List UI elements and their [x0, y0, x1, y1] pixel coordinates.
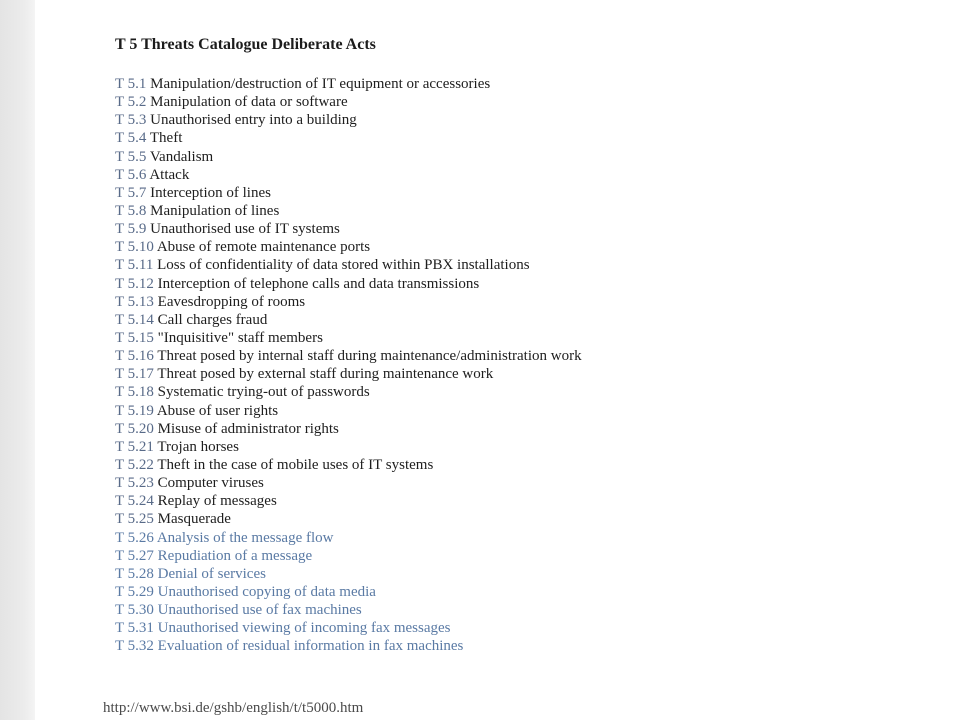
threat-item	[115, 311, 582, 329]
threat-code: T 5.30	[115, 602, 154, 619]
threat-item	[115, 238, 582, 256]
threat-item	[115, 583, 582, 601]
threat-code: T 5.14	[115, 311, 154, 328]
threat-text: Interception of lines	[150, 184, 271, 201]
threat-item	[115, 619, 582, 637]
threat-text: Unauthorised use of IT systems	[150, 221, 340, 238]
document-page	[35, 0, 960, 720]
source-url[interactable]: http://www.bsi.de/gshb/english/t/t5000.htm	[103, 700, 364, 716]
threat-code: T 5.9	[115, 221, 147, 238]
threat-item	[115, 474, 582, 492]
threat-text: Abuse of user rights	[156, 402, 279, 419]
threat-item	[115, 637, 582, 655]
threat-code: T 5.17	[115, 366, 154, 383]
threat-code: T 5.19	[115, 402, 154, 419]
threat-text: Theft	[149, 130, 183, 147]
threat-item	[115, 256, 582, 274]
threat-text: Denial of services	[157, 565, 266, 582]
threat-code: T 5.12	[115, 275, 154, 292]
threat-item	[115, 492, 582, 510]
threat-item	[115, 293, 582, 311]
threat-text: Unauthorised copying of data media	[157, 583, 376, 600]
threat-code: T 5.3	[115, 112, 147, 129]
threat-code: T 5.10	[115, 239, 154, 256]
threat-code: T 5.20	[115, 420, 154, 437]
threat-text: Manipulation of data or software	[150, 94, 348, 111]
threat-item	[115, 166, 582, 184]
threat-item	[115, 129, 582, 147]
threat-text: Unauthorised viewing of incoming fax messages	[157, 620, 451, 637]
threat-text: Masquerade	[157, 511, 231, 528]
threat-code: T 5.11	[115, 257, 154, 274]
threat-item	[115, 438, 582, 456]
threat-text: Systematic trying-out of passwords	[157, 384, 370, 401]
threat-item	[115, 601, 582, 619]
threat-item	[115, 420, 582, 438]
threat-code: T 5.32	[115, 638, 154, 655]
threat-text: Misuse of administrator rights	[157, 420, 339, 437]
threat-item	[115, 347, 582, 365]
threat-text: Loss of confidentiality of data stored within PBX installations	[157, 257, 530, 274]
threat-code: T 5.16	[115, 348, 154, 365]
threat-item	[115, 202, 582, 220]
threat-code: T 5.1	[115, 76, 147, 92]
threat-item	[115, 275, 582, 293]
threat-item	[115, 529, 582, 547]
threat-item	[115, 456, 582, 474]
threat-code: T 5.4	[115, 130, 147, 147]
threat-text: Manipulation/destruction of IT equipment or accessories	[150, 76, 491, 92]
threat-text: Threat posed by external staff during maintenance work	[157, 366, 494, 383]
threat-code: T 5.7	[115, 184, 147, 201]
threat-code: T 5.15	[115, 329, 154, 346]
threat-item	[115, 75, 582, 93]
threat-code: T 5.27	[115, 547, 154, 564]
threat-item	[115, 547, 582, 565]
threat-code: T 5.13	[115, 293, 154, 310]
threat-text: Replay of messages	[157, 493, 277, 510]
threat-text: Repudiation of a message	[157, 547, 313, 564]
threat-code: T 5.6	[115, 166, 147, 183]
threat-text: Unauthorised use of fax machines	[157, 602, 362, 619]
threat-code: T 5.5	[115, 148, 147, 165]
threat-item	[115, 329, 582, 347]
threat-text: Unauthorised entry into a building	[150, 112, 357, 129]
threat-text: Attack	[149, 166, 190, 183]
threat-code: T 5.26	[115, 529, 154, 546]
threat-code: T 5.29	[115, 583, 154, 600]
threat-code: T 5.2	[115, 94, 147, 111]
threat-text: Abuse of remote maintenance ports	[156, 239, 371, 256]
threat-text: Manipulation of lines	[150, 202, 280, 219]
threat-text: Eavesdropping of rooms	[157, 293, 306, 310]
threat-text: "Inquisitive" staff members	[157, 329, 323, 346]
threat-text: Vandalism	[149, 148, 214, 165]
threat-item	[115, 510, 582, 528]
threat-code: T 5.28	[115, 565, 154, 582]
page-title: T 5 Threats Catalogue Deliberate Acts	[115, 36, 376, 53]
threat-text: Analysis of the message flow	[156, 529, 334, 546]
threat-code: T 5.23	[115, 475, 154, 492]
threat-text: Trojan horses	[157, 438, 239, 455]
threat-text: Interception of telephone calls and data transmissions	[157, 275, 480, 292]
threat-code: T 5.22	[115, 456, 154, 473]
threat-code: T 5.25	[115, 511, 154, 528]
threat-text: Evaluation of residual information in fax machines	[157, 638, 464, 655]
threat-code: T 5.31	[115, 620, 154, 637]
threat-item	[115, 111, 582, 129]
threat-item	[115, 565, 582, 583]
threat-text: Call charges fraud	[157, 311, 268, 328]
threat-code: T 5.24	[115, 493, 154, 510]
threat-item	[115, 184, 582, 202]
threat-item	[115, 383, 582, 401]
threat-item	[115, 402, 582, 420]
threat-item	[115, 365, 582, 383]
threat-item	[115, 220, 582, 238]
threat-code: T 5.21	[115, 438, 154, 455]
threat-code: T 5.8	[115, 202, 147, 219]
threat-text: Threat posed by internal staff during maintenance/administration work	[157, 348, 582, 365]
threat-item	[115, 93, 582, 111]
threat-text: Theft in the case of mobile uses of IT systems	[157, 456, 434, 473]
threat-item	[115, 148, 582, 166]
threat-code: T 5.18	[115, 384, 154, 401]
page-margin-strip	[0, 0, 35, 720]
threat-list	[115, 75, 582, 656]
threat-text: Computer viruses	[157, 475, 264, 492]
